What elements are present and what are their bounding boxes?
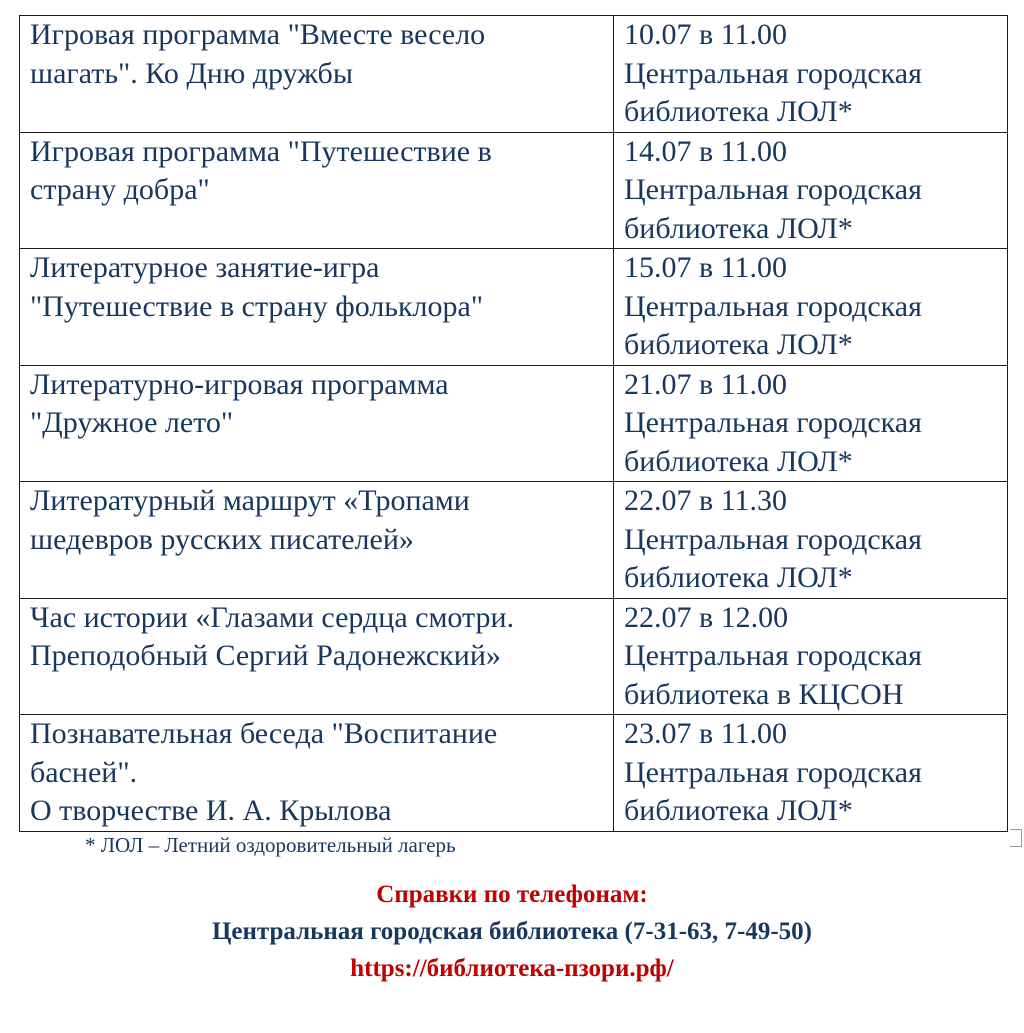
table-row [20, 249, 1008, 366]
event-date-venue-cell [614, 249, 1008, 366]
event-title-line: Литературное занятие-игра [30, 251, 380, 284]
library-website-link[interactable]: https://библиотека-пзори.рф/ [350, 955, 674, 982]
contacts-heading: Справки по телефонам: [376, 881, 648, 908]
event-venue-line: Центральная городская [624, 522, 922, 556]
event-title-cell [20, 249, 614, 366]
event-venue-line: библиотека ЛОЛ* [624, 95, 853, 128]
event-title-line: Литературно-игровая программа [30, 367, 449, 401]
library-phones: Центральная городская библиотека (7-31-63, 7-49-50) [211, 918, 813, 945]
event-date-time: 15.07 в 11.00 [624, 251, 788, 284]
event-venue-line: библиотека ЛОЛ* [624, 561, 853, 594]
event-title-line: Игровая программа "Путешествие в [30, 134, 492, 168]
table-resize-handle[interactable] [1010, 829, 1022, 847]
event-venue-line: Центральная городская [624, 173, 922, 206]
event-date-venue-cell [614, 598, 1008, 715]
table-row [20, 715, 1008, 832]
event-title-line: Преподобный Сергий Радонежский» [30, 639, 501, 672]
event-title-cell [20, 16, 614, 133]
event-title-line: О творчестве И. А. Крылова [30, 794, 392, 827]
event-title-cell [20, 482, 614, 599]
event-venue-line: Центральная городская [624, 289, 922, 323]
event-title-line: басней". [30, 755, 138, 789]
event-venue-line: библиотека ЛОЛ* [624, 444, 853, 478]
event-date-time: 22.07 в 11.30 [624, 484, 788, 517]
event-venue-line: Центральная городская [624, 639, 922, 672]
event-title-line: шедевров русских писателей» [30, 522, 414, 556]
footnote: * ЛОЛ – Летний оздоровительный лагерь [85, 833, 456, 857]
event-date-time: 22.07 в 12.00 [624, 600, 789, 634]
event-title-cell [20, 132, 614, 249]
event-title-line: Познавательная беседа "Воспитание [30, 717, 498, 750]
table-row [20, 132, 1008, 249]
event-venue-line: Центральная городская [624, 755, 922, 789]
event-title-line: шагать". Ко Дню дружбы [30, 56, 353, 90]
event-venue-line: Центральная городская [624, 56, 922, 90]
events-schedule-table [19, 15, 1008, 832]
event-date-time: 14.07 в 11.00 [624, 134, 788, 168]
event-date-time: 10.07 в 11.00 [624, 18, 788, 51]
event-date-venue-cell [614, 16, 1008, 133]
event-title-line: "Путешествие в страну фольклора" [30, 289, 484, 323]
table-row [20, 365, 1008, 482]
event-date-venue-cell [614, 482, 1008, 599]
event-venue-line: библиотека в КЦСОН [624, 677, 904, 711]
event-date-venue-cell [614, 132, 1008, 249]
event-title-line: страну добра" [30, 173, 210, 206]
event-title-line: Литературный маршрут «Тропами [30, 484, 470, 517]
event-date-venue-cell [614, 715, 1008, 832]
event-title-cell [20, 598, 614, 715]
event-title-line: "Дружное лето" [30, 406, 234, 439]
event-venue-line: библиотека ЛОЛ* [624, 328, 853, 361]
event-venue-line: Центральная городская [624, 406, 922, 439]
event-date-time: 21.07 в 11.00 [624, 367, 788, 401]
event-title-line: Час истории «Глазами сердца смотри. [30, 600, 515, 634]
event-title-cell [20, 365, 614, 482]
table-row [20, 482, 1008, 599]
event-date-time: 23.07 в 11.00 [624, 717, 788, 750]
event-venue-line: библиотека ЛОЛ* [624, 794, 853, 827]
event-date-venue-cell [614, 365, 1008, 482]
table-row [20, 16, 1008, 133]
event-venue-line: библиотека ЛОЛ* [624, 211, 853, 245]
event-title-line: Игровая программа "Вместе весело [30, 18, 486, 51]
table-row [20, 598, 1008, 715]
event-title-cell [20, 715, 614, 832]
